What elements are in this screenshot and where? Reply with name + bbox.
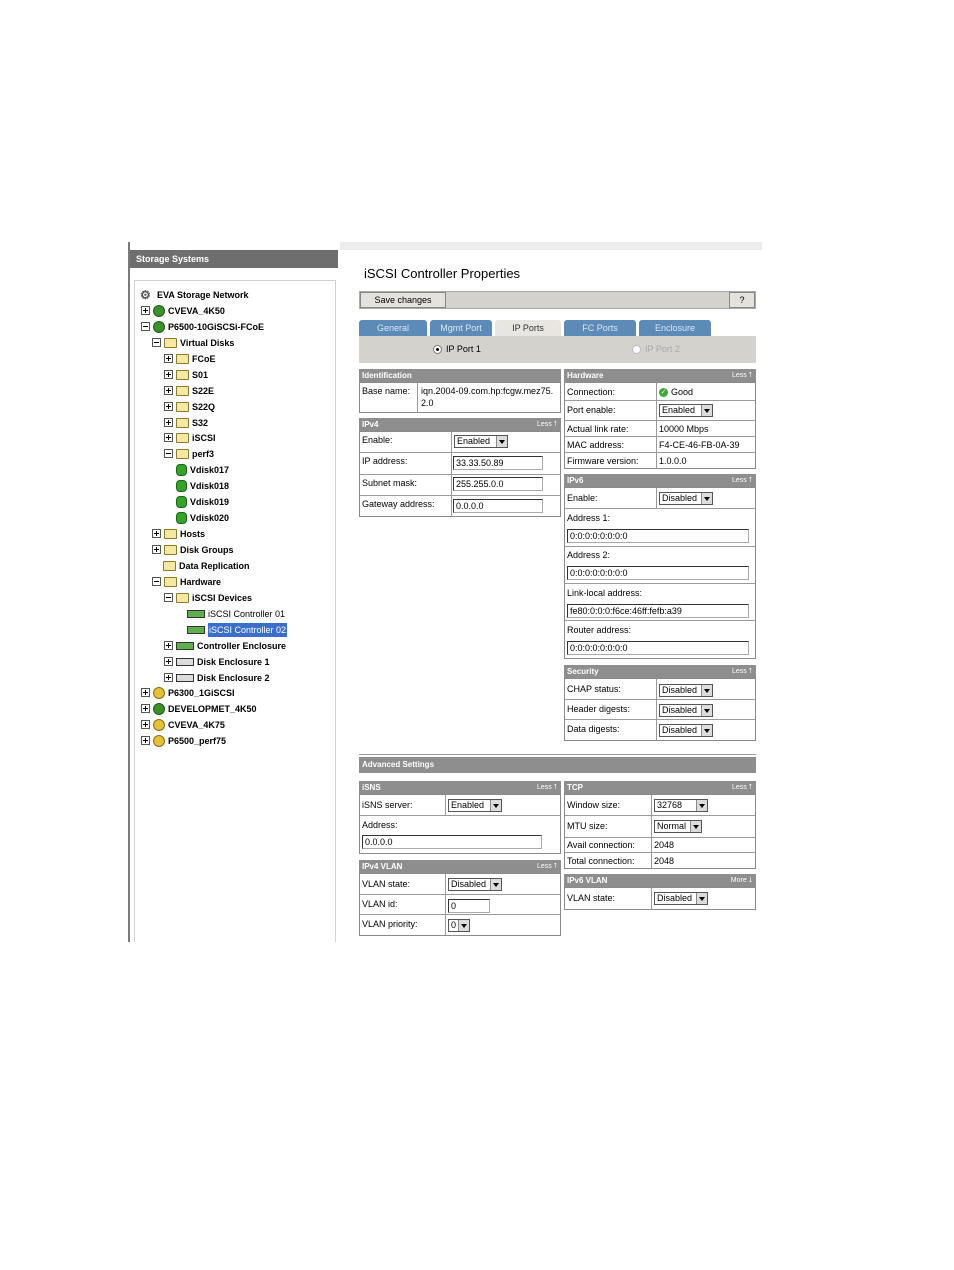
tree-item-label: Hardware <box>180 576 222 587</box>
tree-item-vdisk017[interactable] <box>176 462 229 476</box>
data-digests-select[interactable]: Disabled <box>659 724 713 737</box>
mtu-size-label: MTU size: <box>567 821 608 831</box>
link-rate-label: Actual link rate: <box>567 424 629 434</box>
tree-item-developmet-4k50[interactable] <box>141 701 257 715</box>
tree-item-label: Controller Enclosure <box>197 640 287 651</box>
tree-item-label: FCoE <box>192 353 216 364</box>
ipv4-less-link[interactable]: Less ⭡ <box>536 421 557 428</box>
ipv6-address2-label: Address 2: <box>567 550 611 560</box>
expand-icon[interactable] <box>164 641 173 650</box>
storage-system-icon <box>153 305 165 317</box>
tree-item-disk-enclosure-1[interactable] <box>164 654 270 668</box>
storage-tree-header: Storage Systems <box>130 250 338 268</box>
vdisk-icon <box>176 496 187 508</box>
tree-item-label: S22E <box>192 385 215 396</box>
isns-address-label: Address: <box>362 820 398 830</box>
tree-item-label: Disk Enclosure 1 <box>197 656 270 667</box>
tree-item-label: perf3 <box>192 448 215 459</box>
firmware-value: 1.0.0.0 <box>659 456 687 466</box>
controller-icon <box>176 642 194 650</box>
folder-icon <box>176 418 189 428</box>
tree-item-eva-storage-network[interactable] <box>140 287 249 301</box>
dropdown-arrow-icon <box>496 436 507 447</box>
tree-item-label: S32 <box>192 417 209 428</box>
mac-address-label: MAC address: <box>567 440 625 450</box>
tree-item-label: Vdisk020 <box>190 512 230 523</box>
ipv4-ip-label: IP address: <box>362 456 408 466</box>
ipv4-gateway-input[interactable]: 0.0.0.0 <box>453 499 543 513</box>
ipv4-subnet-input[interactable]: 255.255.0.0 <box>453 477 543 491</box>
folder-icon <box>176 402 189 412</box>
tree-item-s22q[interactable] <box>164 399 215 413</box>
folder-icon <box>176 449 189 459</box>
controller-icon <box>187 610 205 618</box>
check-good-icon: ✓ <box>660 389 667 397</box>
hardware-header: Hardware Less ⭡ <box>564 369 756 382</box>
tree-item-disk-groups[interactable] <box>152 542 234 556</box>
ipv6-vlan-state-select[interactable]: Disabled <box>654 892 708 905</box>
ipv6-address1-label: Address 1: <box>567 513 611 523</box>
tree-item-label: iSCSI Controller 01 <box>208 608 286 619</box>
isns-box <box>359 794 561 854</box>
ipv6-enable-select[interactable]: Disabled <box>659 492 713 505</box>
ipv6-enable-label: Enable: <box>567 493 598 503</box>
tree-item-label: P6500_perf75 <box>168 735 227 746</box>
expand-icon[interactable] <box>164 370 173 379</box>
collapse-icon[interactable] <box>152 338 161 347</box>
ipv4-vlan-id-label: VLAN id: <box>362 899 398 909</box>
identification-header: Identification <box>359 369 561 382</box>
tree-item-virtual-disks[interactable] <box>152 335 234 349</box>
tree-item-label: Disk Groups <box>180 544 234 555</box>
port-enable-select[interactable]: Enabled <box>659 404 713 417</box>
tree-item-data-replication[interactable] <box>163 558 250 572</box>
ipv4-box <box>359 431 561 517</box>
dropdown-arrow-icon <box>458 920 469 931</box>
dropdown-arrow-icon <box>696 893 707 904</box>
collapse-icon[interactable] <box>164 449 173 458</box>
network-icon: ⚙ <box>140 287 151 302</box>
folder-icon <box>164 545 177 555</box>
tree-item-label: Vdisk019 <box>190 496 230 507</box>
tree-item-iscsi-devices[interactable] <box>164 590 252 604</box>
vdisk-icon <box>176 480 187 492</box>
save-changes-button[interactable]: Save changes <box>360 292 446 308</box>
tree-item-label: Disk Enclosure 2 <box>197 672 270 683</box>
tcp-header: TCP Less ⭡ <box>564 781 756 794</box>
expand-icon[interactable] <box>152 545 161 554</box>
storage-system-icon <box>153 703 165 715</box>
tree-item-iscsi-controller-02[interactable] <box>187 622 287 636</box>
tree-item-label: Virtual Disks <box>180 337 235 348</box>
tree-item-p6300-1giscsi[interactable] <box>141 685 235 699</box>
tree-item-vdisk020[interactable] <box>176 510 229 524</box>
dropdown-arrow-icon <box>701 725 712 736</box>
base-name-value-line2: 2.0 <box>421 398 434 408</box>
ipv6-router-input[interactable]: 0:0:0:0:0:0:0:0 <box>567 641 749 655</box>
enclosure-icon <box>176 658 194 666</box>
tree-item-label: Hosts <box>180 528 206 539</box>
tree-item-fcoe[interactable] <box>164 351 216 365</box>
tree-item-label: CVEVA_4K75 <box>168 719 225 730</box>
folder-icon <box>176 354 189 364</box>
dropdown-arrow-icon <box>701 685 712 696</box>
ipv6-less-link[interactable]: Less ⭡ <box>731 477 752 484</box>
base-name-label: Base name: <box>362 386 411 396</box>
storage-system-icon <box>153 321 165 333</box>
folder-icon <box>163 561 176 571</box>
firmware-label: Firmware version: <box>567 456 639 466</box>
expand-icon[interactable] <box>164 673 173 682</box>
vdisk-icon <box>176 464 187 476</box>
collapse-icon[interactable] <box>164 593 173 602</box>
expand-icon[interactable] <box>152 529 161 538</box>
avail-connection-value: 2048 <box>654 840 675 850</box>
isns-server-label: iSNS server: <box>362 800 413 810</box>
tree-item-label: S01 <box>192 369 209 380</box>
isns-header: iSNS Less ⭡ <box>359 781 561 794</box>
tree-item-cveva-4k75[interactable] <box>141 717 225 731</box>
vdisk-icon <box>176 512 187 524</box>
hardware-box <box>564 382 756 469</box>
ipv6-vlan-state-label: VLAN state: <box>567 893 616 903</box>
ipv4-header: IPv4 Less ⭡ <box>359 418 561 431</box>
ip-port-1-radio[interactable] <box>433 344 481 354</box>
header-digests-select[interactable]: Disabled <box>659 704 713 717</box>
ipv6-address2-input[interactable]: 0:0:0:0:0:0:0:0 <box>567 566 749 580</box>
tree-item-disk-enclosure-2[interactable] <box>164 670 270 684</box>
tree-item-iscsi-controller-01[interactable] <box>187 606 285 620</box>
ipv4-enable-label: Enable: <box>362 435 393 445</box>
expand-icon[interactable] <box>141 736 150 745</box>
enclosure-icon <box>176 674 194 682</box>
tcp-less-link[interactable]: Less ⭡ <box>731 784 752 791</box>
connection-status: ✓ Good <box>660 387 694 397</box>
help-button[interactable]: ? <box>729 292 755 308</box>
ip-port-2-label: IP Port 2 <box>645 344 680 354</box>
expand-icon[interactable] <box>164 433 173 442</box>
ip-port-selector <box>359 336 756 363</box>
advanced-settings-header: Advanced Settings <box>359 757 756 773</box>
tree-item-label: iSCSI Devices <box>192 592 253 603</box>
tree-item-cveva-4k50[interactable] <box>141 303 225 317</box>
ipv6-router-label: Router address: <box>567 625 632 635</box>
tree-item-vdisk019[interactable] <box>176 494 229 508</box>
tree-item-label: Vdisk017 <box>190 464 230 475</box>
dropdown-arrow-icon <box>701 705 712 716</box>
tree-item-label: iSCSI <box>192 432 216 443</box>
expand-icon[interactable] <box>141 720 150 729</box>
collapse-icon[interactable] <box>141 322 150 331</box>
radio-selected-icon <box>433 345 442 354</box>
ipv4-ip-input[interactable]: 33.33.50.89 <box>453 456 543 470</box>
tree-item-label: Data Replication <box>179 560 250 571</box>
page-title: iSCSI Controller Properties <box>364 266 521 281</box>
folder-icon <box>164 338 177 348</box>
dropdown-arrow-icon <box>696 800 707 811</box>
expand-icon[interactable] <box>164 418 173 427</box>
controller-icon <box>187 626 205 634</box>
folder-icon <box>176 370 189 380</box>
tree-item-s22e[interactable] <box>164 383 214 397</box>
tree-item-perf3[interactable] <box>164 446 214 460</box>
storage-system-warning-icon <box>153 735 165 747</box>
isns-server-select[interactable]: Enabled <box>448 799 502 812</box>
ipv4-vlan-priority-select[interactable]: 0 <box>448 919 470 932</box>
tab-fc-ports[interactable]: FC Ports <box>564 320 636 336</box>
expand-icon[interactable] <box>164 657 173 666</box>
tree-item-iscsi[interactable] <box>164 430 216 444</box>
ipv4-vlan-priority-label: VLAN priority: <box>362 919 418 929</box>
tree-item-p6500-10giscsi-fcoe[interactable] <box>141 319 264 333</box>
port-enable-label: Port enable: <box>567 405 616 415</box>
storage-system-warning-icon <box>153 719 165 731</box>
expand-icon[interactable] <box>164 386 173 395</box>
tree-item-p6500-perf75[interactable] <box>141 733 226 747</box>
folder-icon <box>176 593 189 603</box>
ipv6-box <box>564 487 756 659</box>
tree-item-hosts[interactable] <box>152 526 205 540</box>
tree-item-label: DEVELOPMET_4K50 <box>168 703 257 714</box>
tree-item-hardware[interactable] <box>152 574 221 588</box>
dropdown-arrow-icon <box>490 879 501 890</box>
mtu-size-select[interactable]: Normal <box>654 820 702 833</box>
ipv6-address1-input[interactable]: 0:0:0:0:0:0:0:0 <box>567 529 749 543</box>
ipv6-vlan-box <box>564 887 756 910</box>
advanced-top-rule <box>359 754 756 755</box>
ipv6-link-local-input[interactable]: fe80:0:0:0:f6ce:46ff:fefb:a39 <box>567 604 749 618</box>
dropdown-arrow-icon <box>490 800 501 811</box>
tree-item-vdisk018[interactable] <box>176 478 229 492</box>
dropdown-arrow-icon <box>690 821 701 832</box>
security-less-link[interactable]: Less ⭡ <box>731 668 752 675</box>
toolbar <box>359 291 756 309</box>
tree-item-label: CVEVA_4K50 <box>168 305 225 316</box>
ipv6-link-local-label: Link-local address: <box>567 588 643 598</box>
ipv4-vlan-state-label: VLAN state: <box>362 879 411 889</box>
dropdown-arrow-icon <box>701 493 712 504</box>
tree-item-label: iSCSI Controller 02 <box>209 624 287 635</box>
ipv4-vlan-less-link[interactable]: Less ⭡ <box>536 863 557 870</box>
collapse-icon[interactable] <box>152 577 161 586</box>
tree-item-label: P6500-10GiSCSi-FCoE <box>168 321 265 332</box>
tree-item-label: P6300_1GiSCSI <box>168 687 235 698</box>
expand-icon[interactable] <box>141 306 150 315</box>
folder-icon <box>164 529 177 539</box>
header-digests-label: Header digests: <box>567 704 631 714</box>
ipv4-subnet-label: Subnet mask: <box>362 478 418 488</box>
tree-item-label: EVA Storage Network <box>157 289 249 300</box>
ipv4-enable-select[interactable]: Enabled <box>454 435 508 448</box>
ipv4-vlan-header: IPv4 VLAN Less ⭡ <box>359 860 561 873</box>
chap-status-label: CHAP status: <box>567 684 621 694</box>
expand-icon[interactable] <box>164 402 173 411</box>
data-digests-label: Data digests: <box>567 724 620 734</box>
tree-item-s01[interactable] <box>164 367 208 381</box>
isns-less-link[interactable]: Less ⭡ <box>536 784 557 791</box>
security-box <box>564 678 756 741</box>
security-header: Security Less ⭡ <box>564 665 756 678</box>
tree-item-controller-enclosure[interactable] <box>164 638 286 652</box>
total-connection-value: 2048 <box>654 856 675 866</box>
ipv6-vlan-more-link[interactable]: More ⭣ <box>730 877 752 884</box>
ipv4-vlan-state-select[interactable]: Disabled <box>448 878 502 891</box>
tab-enclosure[interactable]: Enclosure <box>639 320 711 336</box>
tree-item-label: S22Q <box>192 401 216 412</box>
ipv6-vlan-header: IPv6 VLAN More ⭣ <box>564 874 756 887</box>
window-size-select[interactable]: 32768 <box>654 799 708 812</box>
hardware-less-link[interactable]: Less ⭡ <box>731 372 752 379</box>
identification-box <box>359 382 561 413</box>
content-top-band <box>340 242 762 250</box>
ip-port-2-radio[interactable] <box>632 344 680 354</box>
expand-icon[interactable] <box>141 688 150 697</box>
tree-item-s32[interactable] <box>164 415 208 429</box>
folder-icon <box>176 386 189 396</box>
tcp-box <box>564 794 756 869</box>
link-rate-value: 10000 Mbps <box>659 424 709 434</box>
folder-icon <box>164 577 177 587</box>
folder-icon <box>176 433 189 443</box>
ipv4-vlan-id-input[interactable]: 0 <box>448 899 490 913</box>
ipv4-vlan-box <box>359 873 561 936</box>
base-name-value-line1: iqn.2004-09.com.hp:fcgw.mez75. <box>421 386 554 396</box>
tab-general[interactable]: General <box>359 320 427 336</box>
ip-port-1-label: IP Port 1 <box>446 344 481 354</box>
storage-system-warning-icon <box>153 687 165 699</box>
expand-icon[interactable] <box>164 354 173 363</box>
connection-label: Connection: <box>567 387 616 397</box>
dropdown-arrow-icon <box>701 405 712 416</box>
chap-status-select[interactable]: Disabled <box>659 684 713 697</box>
isns-address-input[interactable]: 0.0.0.0 <box>362 835 542 849</box>
tab-ip-ports[interactable]: IP Ports <box>495 320 561 336</box>
tree-item-label: Vdisk018 <box>190 480 230 491</box>
avail-connection-label: Avail connection: <box>567 840 635 850</box>
ipv6-header: IPv6 Less ⭡ <box>564 474 756 487</box>
expand-icon[interactable] <box>141 704 150 713</box>
radio-unselected-icon <box>632 345 641 354</box>
window-size-label: Window size: <box>567 800 621 810</box>
ipv4-gateway-label: Gateway address: <box>362 499 435 509</box>
mac-address-value: F4-CE-46-FB-0A-39 <box>659 440 740 450</box>
tab-mgmt-port[interactable]: Mgmt Port <box>430 320 492 336</box>
total-connection-label: Total connection: <box>567 856 635 866</box>
